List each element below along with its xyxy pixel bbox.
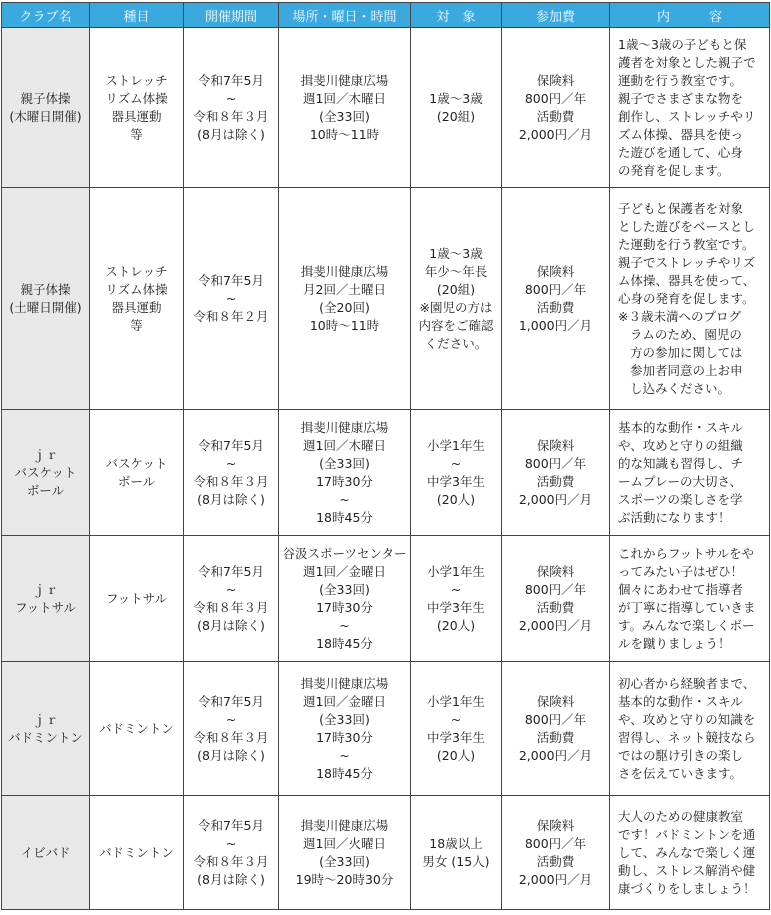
content-line: スポーツの楽しさを学	[618, 491, 743, 507]
fee-line: 保険料	[536, 437, 575, 453]
place-line: 10時〜11時	[309, 126, 380, 142]
place-line: (全33回)	[319, 711, 370, 727]
fee-line: 800円／年	[524, 711, 587, 727]
target-line: (20組)	[436, 108, 476, 124]
period-line: ~	[225, 455, 237, 471]
target-line: 中学3年生	[427, 599, 485, 615]
target-cell	[411, 28, 502, 188]
club-line: (土曜日開催)	[9, 299, 82, 315]
place-line: 揖斐川健康広場	[300, 263, 389, 279]
table-row	[2, 662, 770, 796]
place-line: (全33回)	[319, 108, 370, 124]
club-name-cell	[2, 410, 90, 536]
target-line: 内容をご確認	[418, 317, 494, 333]
place-line: ~	[339, 617, 350, 633]
fee-line: 活動費	[536, 108, 575, 124]
place-line: (全33回)	[319, 581, 370, 597]
place-line: 週1回／木曜日	[303, 437, 386, 453]
club-line: ｊｒ	[32, 711, 58, 727]
place-line: 揖斐川健康広場	[300, 817, 389, 833]
target-cell	[411, 662, 502, 796]
table-row	[2, 410, 770, 536]
content-line: ラムのため、園児の	[630, 326, 742, 342]
place-line: 19時〜20時30分	[295, 871, 394, 887]
fee-line: 800円／年	[524, 581, 587, 597]
event-line: ストレッチ	[105, 263, 168, 279]
content-line: ってみたい子はぜひ！	[618, 563, 744, 579]
content-line: ームプレーの大切さ、	[618, 473, 743, 489]
event-line: バドミントン	[99, 720, 174, 736]
content-line: ぶ活動になります！	[618, 509, 731, 525]
content-line: 運動を行う教室です。	[618, 72, 743, 88]
target-line: 1歳〜3歳	[429, 245, 483, 261]
place-line: ~	[339, 747, 350, 763]
period-line: 令和８年３月	[193, 473, 269, 489]
event-line: リズム体操	[105, 281, 168, 297]
content-cell	[610, 410, 770, 536]
fee-cell	[502, 662, 610, 796]
content-line: ※３歳未満へのプログ	[618, 308, 741, 324]
period-cell	[184, 536, 279, 662]
fee-line: 活動費	[536, 473, 575, 489]
club-line: イビバド	[20, 844, 71, 860]
content-line: 1歳〜3歳の子どもと保	[618, 36, 747, 52]
content-cell	[610, 188, 770, 410]
event-line: 器具運動	[111, 299, 162, 315]
header-target: 対 象	[411, 3, 502, 28]
period-line: 令和7年5月	[198, 72, 264, 88]
target-line: ~	[450, 455, 462, 471]
fee-cell	[502, 410, 610, 536]
content-line: や、攻めと守りの組織	[618, 437, 743, 453]
fee-line: 1,000円／月	[518, 317, 593, 333]
header-content: 内 容	[610, 3, 770, 28]
target-line: ~	[450, 581, 462, 597]
content-line: 大人のための健康教室	[618, 808, 744, 824]
club-line: バドミントン	[8, 729, 83, 745]
event-type-cell	[90, 188, 184, 410]
place-day-time-cell	[279, 410, 411, 536]
content-line: ではの駆け引きの楽し	[618, 747, 744, 763]
club-line: フットサル	[14, 599, 76, 615]
target-line: ~	[450, 711, 462, 727]
event-line: 等	[130, 317, 143, 333]
event-line: リズム体操	[105, 90, 168, 106]
table-row	[2, 536, 770, 662]
event-line: バドミントン	[99, 844, 174, 860]
place-line: 10時〜11時	[309, 317, 380, 333]
period-line: 令和7年5月	[198, 563, 264, 579]
content-line: 親子でストレッチやリズ	[618, 254, 756, 270]
content-line: 護者を対象とした親子で	[618, 54, 756, 70]
content-line: 康づくりをしましょう！	[618, 880, 756, 896]
fee-line: 800円／年	[524, 281, 587, 297]
fee-cell	[502, 28, 610, 188]
content-line: 創作し、ストレッチやリ	[618, 108, 756, 124]
target-line: 小学1年生	[427, 437, 485, 453]
target-cell	[411, 410, 502, 536]
content-line: ム体操、器具を使って、	[618, 272, 756, 288]
place-line: 揖斐川健康広場	[300, 675, 389, 691]
period-line: 令和８年３月	[193, 729, 269, 745]
header-period: 開催期間	[184, 3, 279, 28]
place-line: (全33回)	[319, 853, 370, 869]
header-club-name: クラブ名	[2, 3, 90, 28]
place-day-time-cell	[279, 188, 411, 410]
content-line: 個々にあわせて指導者	[618, 581, 744, 597]
period-line: 令和８年３月	[193, 108, 269, 124]
header-place-day-time: 場所・曜日・時間	[279, 3, 411, 28]
fee-line: 保険料	[536, 693, 575, 709]
club-line: ｊｒ	[32, 446, 58, 462]
fee-line: 活動費	[536, 853, 575, 869]
fee-line: 2,000円／月	[518, 126, 593, 142]
target-line: 18歳以上	[429, 835, 483, 851]
fee-cell	[502, 796, 610, 910]
period-line: (8月は除く)	[197, 871, 265, 887]
content-line: 親子でさまざまな物を	[618, 90, 744, 106]
place-line: 18時45分	[316, 765, 373, 781]
event-line: 等	[130, 126, 143, 142]
club-line: ｊｒ	[32, 581, 58, 597]
period-line: ~	[225, 290, 237, 306]
event-type-cell	[90, 796, 184, 910]
fee-line: 2,000円／月	[518, 747, 593, 763]
place-line: 揖斐川健康広場	[300, 72, 389, 88]
club-name-cell	[2, 188, 90, 410]
place-line: 谷汲スポーツセンター	[282, 545, 407, 561]
period-cell	[184, 796, 279, 910]
period-line: 令和7年5月	[198, 693, 264, 709]
content-line: 基本的な動作・スキル	[618, 693, 743, 709]
header-row	[2, 3, 770, 28]
target-line: 男女 (15人)	[422, 853, 490, 869]
content-line: し込みください。	[630, 380, 731, 396]
place-line: 18時45分	[316, 635, 373, 651]
header-event-type: 種目	[90, 3, 184, 28]
content-line: 初心者から経験者まで、	[618, 675, 756, 691]
fee-line: 保険料	[536, 72, 575, 88]
fee-line: 保険料	[536, 263, 575, 279]
club-name-cell	[2, 28, 90, 188]
content-line: とした遊びをベースとし	[618, 218, 755, 234]
event-line: 器具運動	[111, 108, 162, 124]
period-line: 令和7年5月	[198, 437, 264, 453]
place-day-time-cell	[279, 28, 411, 188]
place-line: 18時45分	[316, 509, 373, 525]
period-line: (8月は除く)	[197, 617, 265, 633]
fee-line: 800円／年	[524, 90, 587, 106]
club-line: (木曜日開催)	[9, 108, 82, 124]
place-line: 週1回／金曜日	[303, 563, 386, 579]
club-line: バスケット	[14, 464, 77, 480]
period-line: (8月は除く)	[197, 747, 265, 763]
content-cell	[610, 536, 770, 662]
content-cell	[610, 796, 770, 910]
content-line: 動し、ストレス解消や健	[618, 862, 756, 878]
place-line: 17時30分	[316, 729, 373, 745]
place-line: 17時30分	[316, 599, 373, 615]
target-line: (20人)	[436, 747, 476, 763]
target-cell	[411, 536, 502, 662]
event-line: フットサル	[105, 590, 167, 606]
table-row	[2, 188, 770, 410]
content-line: や、攻めと守りの知識を	[618, 711, 756, 727]
period-line: (8月は除く)	[197, 491, 265, 507]
content-line: た遊びを通して、心身	[618, 144, 743, 160]
period-line: 令和7年5月	[198, 817, 264, 833]
content-line: ルを蹴りましょう！	[618, 635, 731, 651]
target-line: ください。	[424, 335, 488, 351]
club-line: 親子体操	[20, 90, 71, 106]
header-fee: 参加費	[502, 3, 610, 28]
place-day-time-cell	[279, 662, 411, 796]
period-line: ~	[225, 581, 237, 597]
table-row	[2, 796, 770, 910]
content-line: これからフットサルをや	[618, 545, 755, 561]
table-row	[2, 28, 770, 188]
event-line: バスケット	[105, 455, 168, 471]
place-line: 揖斐川健康広場	[300, 419, 389, 435]
period-line: 令和８年３月	[193, 599, 269, 615]
content-line: 心身の発育を促します。	[618, 290, 755, 306]
content-line: です！バドミントンを通	[618, 826, 756, 842]
fee-line: 活動費	[536, 729, 575, 745]
club-line: 親子体操	[20, 281, 71, 297]
event-type-cell	[90, 410, 184, 536]
fee-line: 2,000円／月	[518, 617, 593, 633]
fee-line: 保険料	[536, 563, 575, 579]
club-schedule-table	[1, 2, 770, 910]
place-line: (全20回)	[319, 299, 370, 315]
target-line: ※園児の方は	[419, 299, 493, 315]
place-day-time-cell	[279, 536, 411, 662]
event-line: ストレッチ	[105, 72, 168, 88]
target-line: (20人)	[436, 491, 476, 507]
content-cell	[610, 662, 770, 796]
target-line: (20人)	[436, 617, 476, 633]
target-line: (20組)	[436, 281, 476, 297]
content-line: して、みんなで楽しく運	[618, 844, 756, 860]
target-cell	[411, 188, 502, 410]
club-line: ボール	[26, 482, 65, 498]
target-line: 中学3年生	[427, 729, 485, 745]
fee-cell	[502, 536, 610, 662]
content-cell	[610, 28, 770, 188]
content-line: さを伝えていきます。	[618, 765, 743, 781]
club-name-cell	[2, 662, 90, 796]
content-line: 基本的な動作・スキル	[618, 419, 743, 435]
place-line: (全33回)	[319, 455, 370, 471]
place-day-time-cell	[279, 796, 411, 910]
place-line: 月2回／土曜日	[303, 281, 386, 297]
place-line: ~	[339, 491, 350, 507]
content-line: 方の参加に関しては	[630, 344, 743, 360]
period-line: (8月は除く)	[197, 126, 265, 142]
place-line: 17時30分	[316, 473, 373, 489]
club-name-cell	[2, 536, 90, 662]
target-cell	[411, 796, 502, 910]
content-line: ズム体操、器具を使っ	[618, 126, 744, 142]
content-line: 習得し、ネット競技なら	[618, 729, 756, 745]
event-type-cell	[90, 28, 184, 188]
fee-line: 800円／年	[524, 835, 587, 851]
target-line: 中学3年生	[427, 473, 485, 489]
content-line: 的な知識も習得し、チ	[618, 455, 744, 471]
period-line: ~	[225, 711, 237, 727]
period-line: ~	[225, 90, 237, 106]
event-type-cell	[90, 536, 184, 662]
target-line: 年少〜年長	[424, 263, 488, 279]
period-cell	[184, 410, 279, 536]
place-line: 週1回／木曜日	[303, 90, 386, 106]
content-line: の発育を促します。	[618, 162, 730, 178]
fee-line: 保険料	[536, 817, 575, 833]
event-type-cell	[90, 662, 184, 796]
fee-line: 2,000円／月	[518, 491, 593, 507]
content-line: が丁寧に指導していきま	[618, 599, 756, 615]
content-line: 参加者同意の上お申	[630, 362, 743, 378]
period-line: 令和7年5月	[198, 272, 264, 288]
event-line: ボール	[117, 473, 156, 489]
content-line: 子どもと保護者を対象	[618, 200, 744, 216]
target-line: 1歳〜3歳	[429, 90, 483, 106]
fee-line: 活動費	[536, 599, 575, 615]
period-cell	[184, 188, 279, 410]
content-line: す。みんなで楽しくボー	[618, 617, 755, 633]
period-cell	[184, 28, 279, 188]
place-line: 週1回／金曜日	[303, 693, 386, 709]
fee-cell	[502, 188, 610, 410]
target-line: 小学1年生	[427, 693, 485, 709]
fee-line: 2,000円／月	[518, 871, 593, 887]
club-name-cell	[2, 796, 90, 910]
content-line: た運動を行う教室です。	[618, 236, 755, 252]
fee-line: 活動費	[536, 299, 575, 315]
period-line: 令和８年３月	[193, 853, 269, 869]
period-line: ~	[225, 835, 237, 851]
place-line: 週1回／火曜日	[303, 835, 386, 851]
fee-line: 800円／年	[524, 455, 587, 471]
period-cell	[184, 662, 279, 796]
target-line: 小学1年生	[427, 563, 485, 579]
period-line: 令和８年２月	[193, 308, 269, 324]
